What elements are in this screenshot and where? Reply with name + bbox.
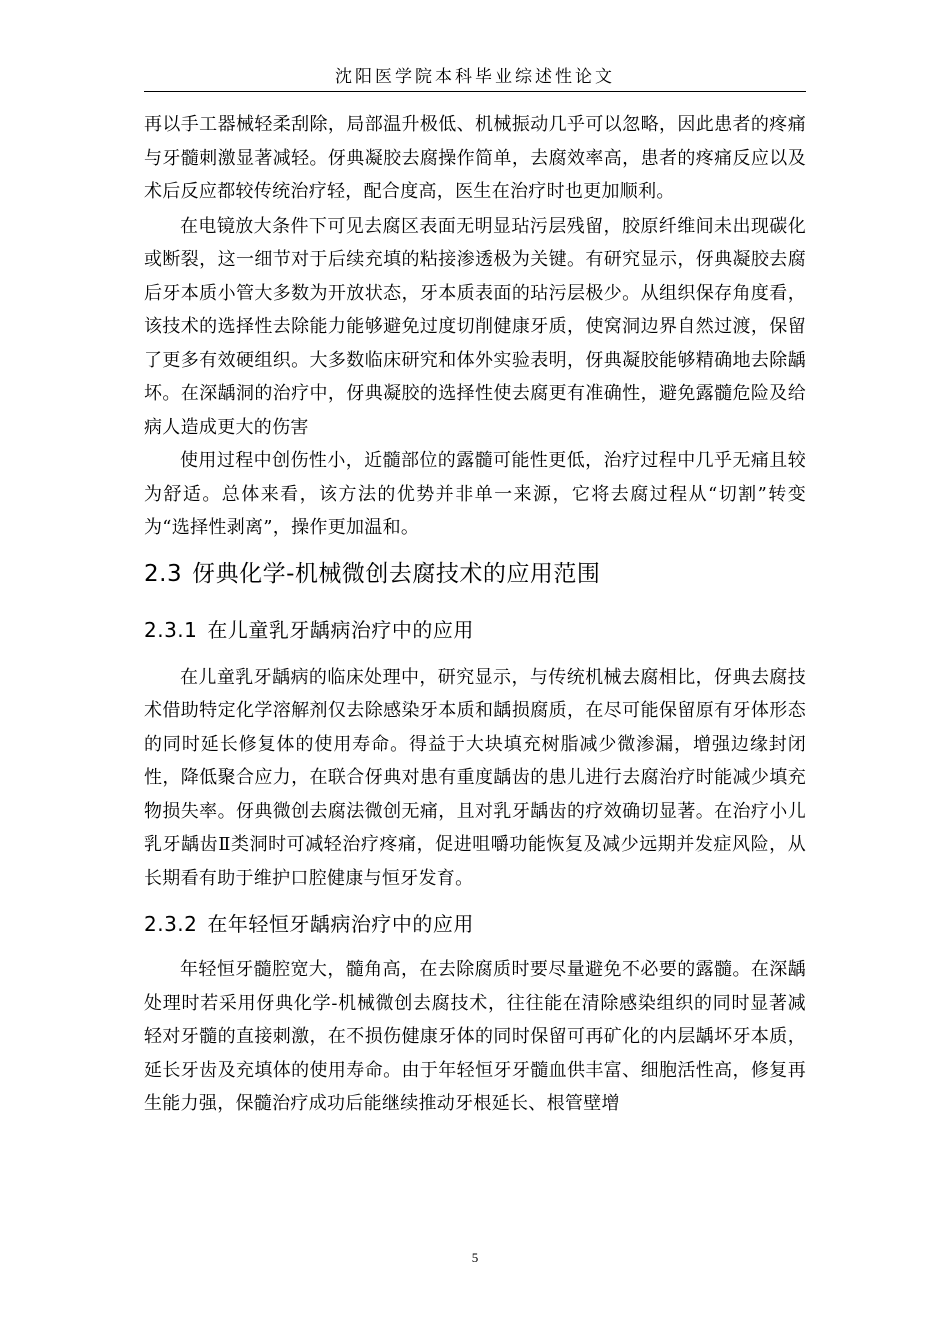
section-title: 在年轻恒牙龋病治疗中的应用 [207, 912, 474, 936]
paragraph-young-permanent-teeth: 年轻恒牙髓腔宽大，髓角高，在去除腐质时要尽量避免不必要的露髓。在深龋处理时若采用伢典化学-机械微创去腐技术，往往能在清除感染组织的同时显著减轻对牙髓的直接刺激，在不损伤健康牙体的同时保留可再矿化的内层龋坏牙本质，延长牙齿及充填体的使用寿命。由于年轻恒牙牙髓血供丰富、细胞活性高，修复再生能力强，保髓治疗成功后能继续推动牙根延长、根管壁增 [144, 959, 806, 1114]
section-number: 2.3.2 [144, 912, 198, 936]
section-heading-2-3 [144, 557, 806, 591]
page-number: 5 [471, 1250, 479, 1265]
running-header: 沈阳医学院本科毕业综述性论文 [335, 67, 615, 87]
page-content [144, 108, 806, 1121]
section-heading-2-3-1 [144, 615, 806, 645]
paragraph-electron-microscopy: 在电镜放大条件下可见去腐区表面无明显玷污层残留，胶原纤维间未出现碳化或断裂，这一细节对于后续充填的粘接渗透极为关键。有研究显示，伢典凝胶去腐后牙本质小管大多数为开放状态，牙本质表面的玷污层极少。从组织保存角度看，该技术的选择性去除能力能够避免过度切削健康牙质，使窝洞边界自然过渡，保留了更多有效硬组织。大多数临床研究和体外实验表明，伢典凝胶能够精确地去除龋坏。在深龋洞的治疗中，伢典凝胶的选择性使去腐更有准确性，避免露髓危险及给病人造成更大的伤害 [144, 215, 806, 438]
paragraph-primary-teeth: 在儿童乳牙龋病的临床处理中，研究显示，与传统机械去腐相比，伢典去腐技术借助特定化学溶解剂仅去除感染牙本质和龋损腐质，在尽可能保留原有牙体形态的同时延长修复体的使用寿命。得益于大块填充树脂减少微渗漏，增强边缘封闭性，降低聚合应力，在联合伢典对患有重度龋齿的患儿进行去腐治疗时能减少填充物损失率。伢典微创去腐法微创无痛，且对乳牙龋齿的疗效确切显著。在治疗小儿乳牙龋齿Ⅱ类洞时可减轻治疗疼痛，促进咀嚼功能恢复及减少远期并发症风险，从长期看有助于维护口腔健康与恒牙发育。 [144, 666, 806, 889]
section-heading-2-3-2 [144, 909, 806, 939]
section-number: 2.3.1 [144, 617, 198, 642]
section-title: 伢典化学-机械微创去腐技术的应用范围 [192, 560, 601, 587]
section-title: 在儿童乳牙龋病治疗中的应用 [207, 617, 474, 642]
section-number: 2.3 [144, 560, 183, 587]
paragraph-low-trauma: 使用过程中创伤性小，近髓部位的露髓可能性更低，治疗过程中几乎无痛且较为舒适。总体来看，该方法的优势并非单一来源，它将去腐过程从“切割”转变为“选择性剥离”，操作更加温和。 [144, 450, 806, 538]
paragraph-continued: 再以手工器械轻柔刮除，局部温升极低、机械振动几乎可以忽略，因此患者的疼痛与牙髓刺激显著减轻。伢典凝胶去腐操作简单，去腐效率高，患者的疼痛反应以及术后反应都较传统治疗轻，配合度高，医生在治疗时也更加顺利。 [144, 114, 806, 202]
header-rule [144, 91, 806, 92]
